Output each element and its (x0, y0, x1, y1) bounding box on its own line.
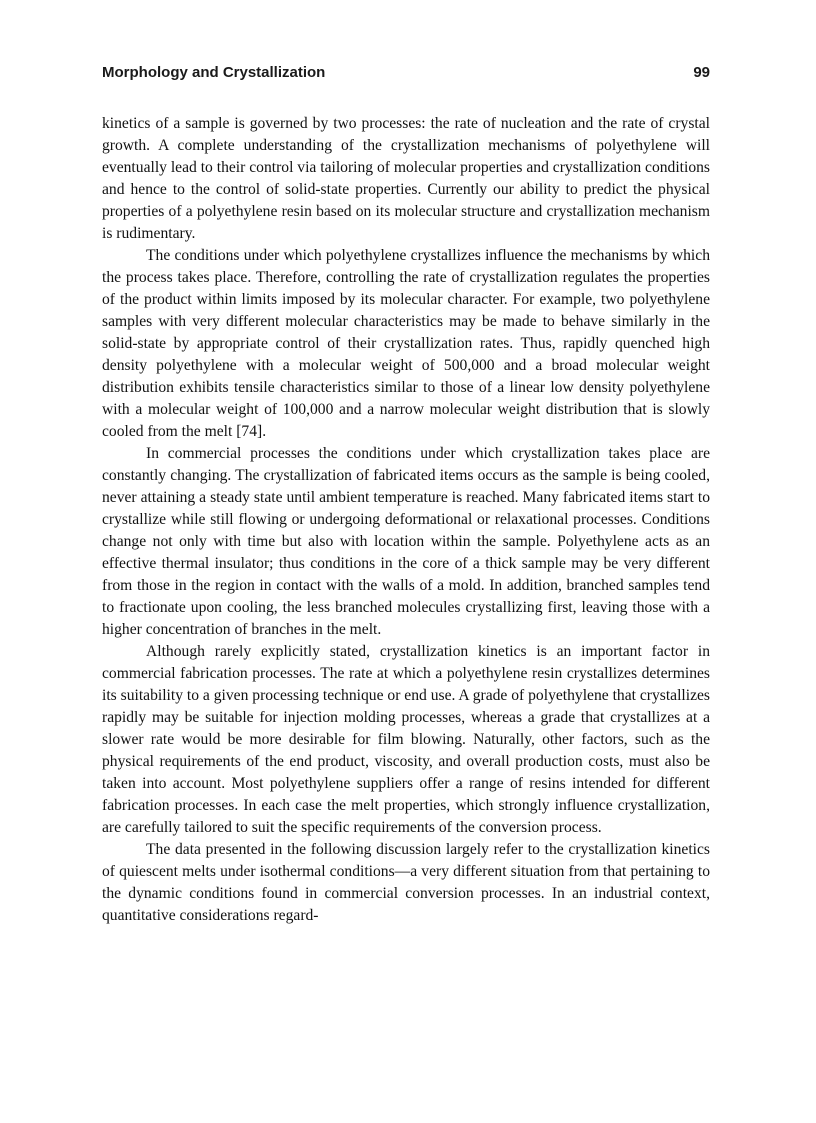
running-header (102, 64, 710, 86)
paragraph-continued: kinetics of a sample is governed by two processes: the rate of nucleation and the rate of crystal growth. A complete understanding of the crystallization mechanisms of polyethylene will eventually lead to their control via tailoring of molecular properties and crystallization conditions and hence to the control of solid-state properties. Currently our ability to predict the physical properties of a polyethylene resin based on its molecular structure and crystallization mechanism is rudimentary. (102, 115, 710, 242)
paragraph: Although rarely explicitly stated, crystallization kinetics is an important factor in commercial fabrication processes. The rate at which a polyethylene resin crystallizes determines its suitability to a given processing technique or end use. A grade of polyethylene that crystallizes rapidly may be suitable for injection molding processes, whereas a grade that crystallizes at a slower rate would be more desirable for film blowing. Naturally, other factors, such as the physical requirements of the end product, viscosity, and overall production costs, must also be taken into account. Most polyethylene suppliers offer a range of resins intended for different fabrication processes. In each case the melt properties, which strongly influence crystallization, are carefully tailored to suit the specific requirements of the conversion process. (102, 643, 711, 836)
paragraph: In commercial processes the conditions under which crystallization takes place are constantly changing. The crystallization of fabricated items occurs as the sample is being cooled, never attaining a steady state until ambient temperature is reached. Many fabricated items start to crystallize while still flowing or undergoing deformational or relaxational processes. Conditions change not only with time but also with location within the sample. Polyethylene acts as an effective thermal insulator; thus conditions in the core of a thick sample may be very different from those in the region in contact with the walls of a mold. In addition, branched samples tend to fractionate upon cooling, the less branched molecules crystallizing first, leaving those with a higher concentration of branches in the melt. (102, 445, 710, 638)
body-text (102, 113, 710, 927)
running-header-title: Morphology and Crystallization (102, 64, 326, 81)
paragraph: The data presented in the following discussion largely refer to the crystallization kinetics of quiescent melts under isothermal conditions—a very different situation from that pertaining to the dynamic conditions found in commercial conversion processes. In an industrial context, quantitative considerations regard- (102, 841, 710, 924)
page-number: 99 (693, 64, 710, 81)
paragraph: The conditions under which polyethylene crystallizes influence the mechanisms by which the process takes place. Therefore, controlling the rate of crystallization regulates the properties of the product within limits imposed by its molecular character. For example, two polyethylene samples with very different molecular characteristics may be made to behave similarly in the solid-state by appropriate control of their crystallization rates. Thus, rapidly quenched high density polyethylene with a molecular weight of 500,000 and a broad molecular weight distribution exhibits tensile characteristics similar to those of a linear low density polyethylene with a molecular weight of 100,000 and a narrow molecular weight distribution that is slowly cooled from the melt [74]. (102, 247, 710, 440)
